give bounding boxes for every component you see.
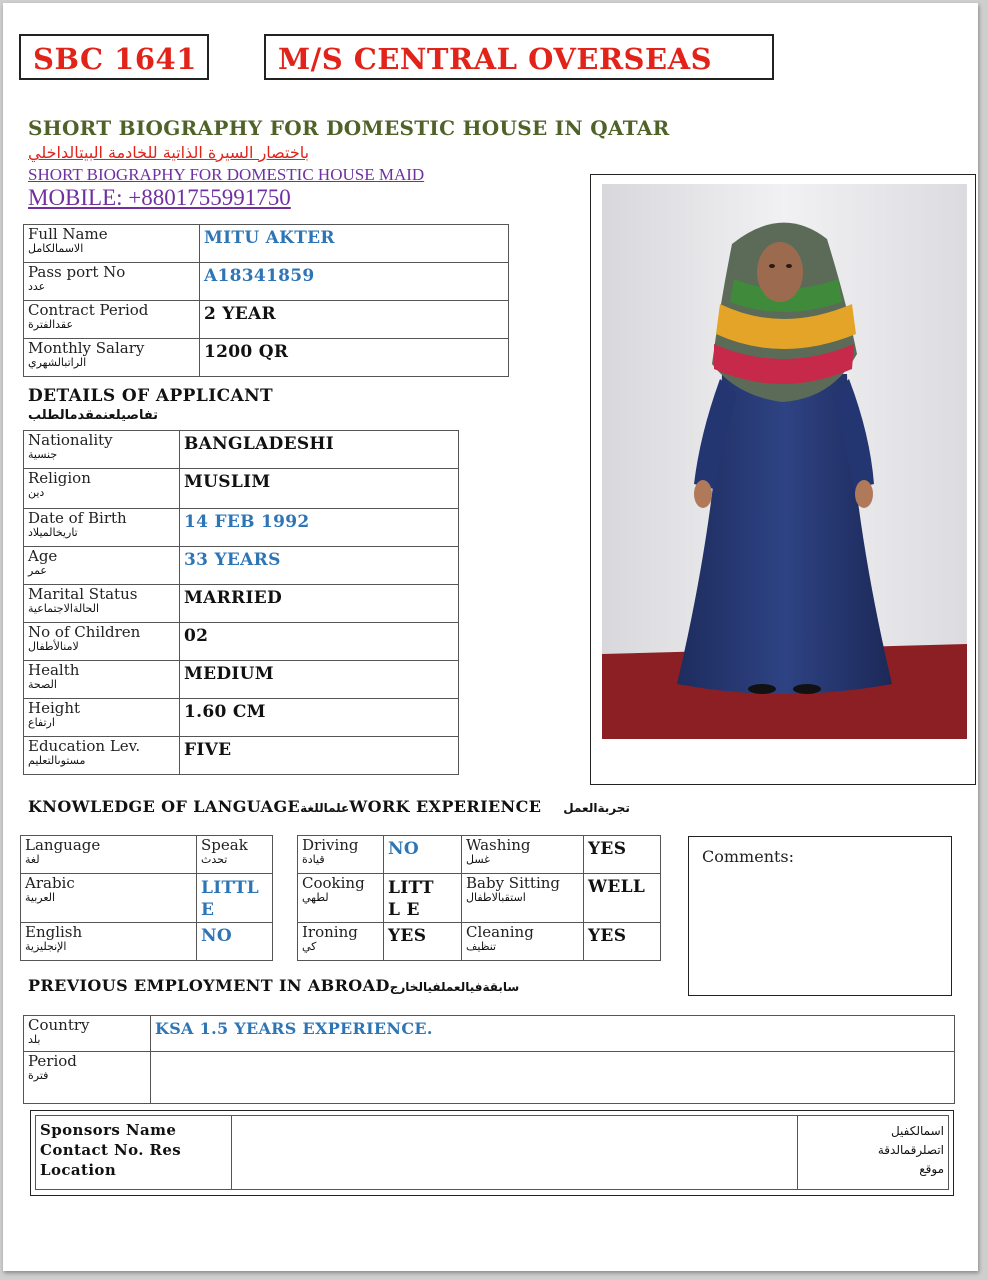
table-row (24, 661, 459, 699)
country-label-ar: بلد (28, 1033, 41, 1046)
details-heading: DETAILS OF APPLICANT (28, 386, 274, 406)
knowledge-heading-ar: علماللغة (300, 801, 350, 815)
babysitting-label: Baby Sitting (466, 874, 560, 892)
work-table (297, 835, 661, 961)
table-row (24, 339, 509, 377)
full-name-label-ar: الاسمالكامل (28, 242, 84, 255)
skills-heading (28, 797, 630, 816)
sponsor-name-ar: اسمالكفيل (890, 1124, 944, 1138)
basic-info-table (23, 224, 509, 377)
table-row (298, 923, 661, 961)
sponsor-contact-ar: اتصلرقمالدقة (877, 1143, 944, 1157)
previous-heading-ar: سابقةفيالعملفيالخارج (389, 980, 520, 994)
table-row (298, 874, 661, 923)
contract-label-ar: عقدالفترة (28, 318, 74, 331)
driving-value: NO (388, 839, 419, 859)
previous-table (23, 1015, 955, 1104)
babysitting-label-ar: استقبالاطفال (466, 891, 526, 904)
washing-label-ar: غسل (466, 853, 490, 866)
work-heading: WORK EXPERIENCE (349, 797, 542, 816)
previous-heading-text: PREVIOUS EMPLOYMENT IN ABROAD (28, 976, 390, 995)
table-row (24, 585, 459, 623)
marital-label-ar: الحالةالاجتماعية (28, 602, 100, 615)
religion-label-ar: دين (28, 486, 45, 499)
passport-label: Pass port No (28, 263, 126, 281)
height-label: Height (28, 699, 81, 717)
table-row (24, 737, 459, 775)
contract-label: Contract Period (28, 301, 149, 319)
arabic-title: باختصار السيرة الذاتية للخادمة البيتالداخلي (28, 143, 310, 162)
sponsor-location-ar: موقع (919, 1162, 944, 1176)
driving-label: Driving (302, 836, 359, 854)
health-label-ar: الصحة (28, 678, 57, 691)
washing-value: YES (588, 839, 627, 859)
table-row (21, 923, 273, 961)
mobile-number: MOBILE: +8801755991750 (28, 185, 291, 210)
dob-value: 14 FEB 1992 (184, 512, 310, 532)
washing-label: Washing (466, 836, 531, 854)
marital-label: Marital Status (28, 585, 138, 603)
sponsor-table (35, 1115, 949, 1190)
nationality-label-ar: جنسية (28, 448, 58, 461)
table-row (21, 836, 273, 874)
table-row (24, 509, 459, 547)
biodata-page (3, 3, 978, 1271)
sub-title: SHORT BIOGRAPHY FOR DOMESTIC HOUSE MAID (28, 165, 425, 184)
height-label-ar: ارتفاع (28, 716, 55, 729)
arabic-label: Arabic (25, 874, 75, 892)
cleaning-value: YES (588, 926, 627, 946)
code-box (19, 34, 209, 80)
cooking-value: LITTL E (388, 878, 434, 920)
language-table (20, 835, 273, 961)
table-row (24, 225, 509, 263)
table-row (24, 301, 509, 339)
photo-frame (590, 174, 976, 785)
salary-value: 1200 QR (204, 342, 289, 362)
speak-header: Speak (201, 836, 248, 854)
nationality-value: BANGLADESHI (184, 434, 335, 454)
sponsor-contact-label: Contact No. Res (40, 1141, 182, 1159)
language-header-ar: لغة (25, 853, 40, 866)
passport-value: A18341859 (204, 266, 315, 286)
cleaning-label-ar: تنظيف (466, 940, 497, 953)
applicant-photo (602, 184, 967, 739)
full-name-label: Full Name (28, 225, 108, 243)
work-heading-ar: تجربةالعمل (563, 801, 630, 815)
age-label-ar: عمر (28, 564, 47, 577)
height-value: 1.60 CM (184, 702, 266, 722)
details-table (23, 430, 459, 775)
children-label-ar: لامنالأطفال (28, 640, 79, 653)
table-row (24, 547, 459, 585)
country-label: Country (28, 1016, 90, 1034)
english-label-ar: الإنجليزية (25, 940, 67, 953)
children-value: 02 (184, 626, 209, 646)
health-label: Health (28, 661, 80, 679)
table-row (24, 431, 459, 469)
table-row (24, 1052, 955, 1104)
english-label: English (25, 923, 83, 941)
english-value: NO (201, 926, 232, 946)
marital-value: MARRIED (184, 588, 283, 608)
country-value: KSA 1.5 YEARS EXPERIENCE. (155, 1019, 433, 1038)
education-label: Education Lev. (28, 737, 141, 755)
education-value: FIVE (184, 740, 232, 760)
nationality-label: Nationality (28, 431, 113, 449)
table-row (24, 1016, 955, 1052)
agency-text: M/S CENTRAL OVERSEAS (278, 42, 713, 76)
table-row (24, 623, 459, 661)
dob-label: Date of Birth (28, 509, 127, 527)
driving-label-ar: قيادة (302, 853, 325, 866)
passport-label-ar: عدد (28, 280, 46, 293)
babysitting-value: WELL (588, 877, 646, 897)
contract-value: 2 YEAR (204, 304, 276, 324)
code-text: SBC 1641 (33, 42, 197, 76)
main-title: SHORT BIOGRAPHY FOR DOMESTIC HOUSE IN QATAR (28, 116, 670, 140)
age-label: Age (28, 547, 58, 565)
dob-label-ar: تاريخالميلاد (28, 526, 78, 539)
age-value: 33 YEARS (184, 550, 281, 570)
cooking-label-ar: لطهي (302, 891, 329, 904)
previous-heading (28, 976, 519, 995)
agency-box (264, 34, 774, 80)
language-header: Language (25, 836, 101, 854)
sponsor-location-label: Location (40, 1161, 117, 1179)
arabic-label-ar: العربية (25, 891, 56, 904)
sponsor-box (30, 1110, 954, 1196)
table-row (36, 1116, 949, 1190)
period-label-ar: فترة (28, 1069, 49, 1082)
ironing-label-ar: كي (302, 940, 317, 953)
education-label-ar: مستوىالتعليم (28, 754, 86, 767)
children-label: No of Children (28, 623, 141, 641)
sponsor-name-label: Sponsors Name (40, 1121, 177, 1139)
knowledge-heading: KNOWLEDGE OF LANGUAGE (28, 797, 301, 816)
table-row (24, 699, 459, 737)
period-label: Period (28, 1052, 77, 1070)
arabic-value: LITTL E (201, 878, 260, 920)
table-row (24, 263, 509, 301)
table-row (24, 469, 459, 509)
details-heading-ar: تفاصيلعنمقدمالطلب (28, 408, 159, 423)
cooking-label: Cooking (302, 874, 365, 892)
comments-box (688, 836, 952, 996)
religion-label: Religion (28, 469, 91, 487)
salary-label-ar: الراتبالشهري (28, 356, 87, 369)
table-row (298, 836, 661, 874)
speak-header-ar: تحدث (201, 853, 228, 866)
religion-value: MUSLIM (184, 472, 271, 492)
full-name-value: MITU AKTER (204, 228, 335, 248)
ironing-label: Ironing (302, 923, 358, 941)
ironing-value: YES (388, 926, 427, 946)
salary-label: Monthly Salary (28, 339, 145, 357)
health-value: MEDIUM (184, 664, 274, 684)
cleaning-label: Cleaning (466, 923, 534, 941)
comments-label: Comments: (702, 847, 795, 866)
table-row (21, 874, 273, 923)
